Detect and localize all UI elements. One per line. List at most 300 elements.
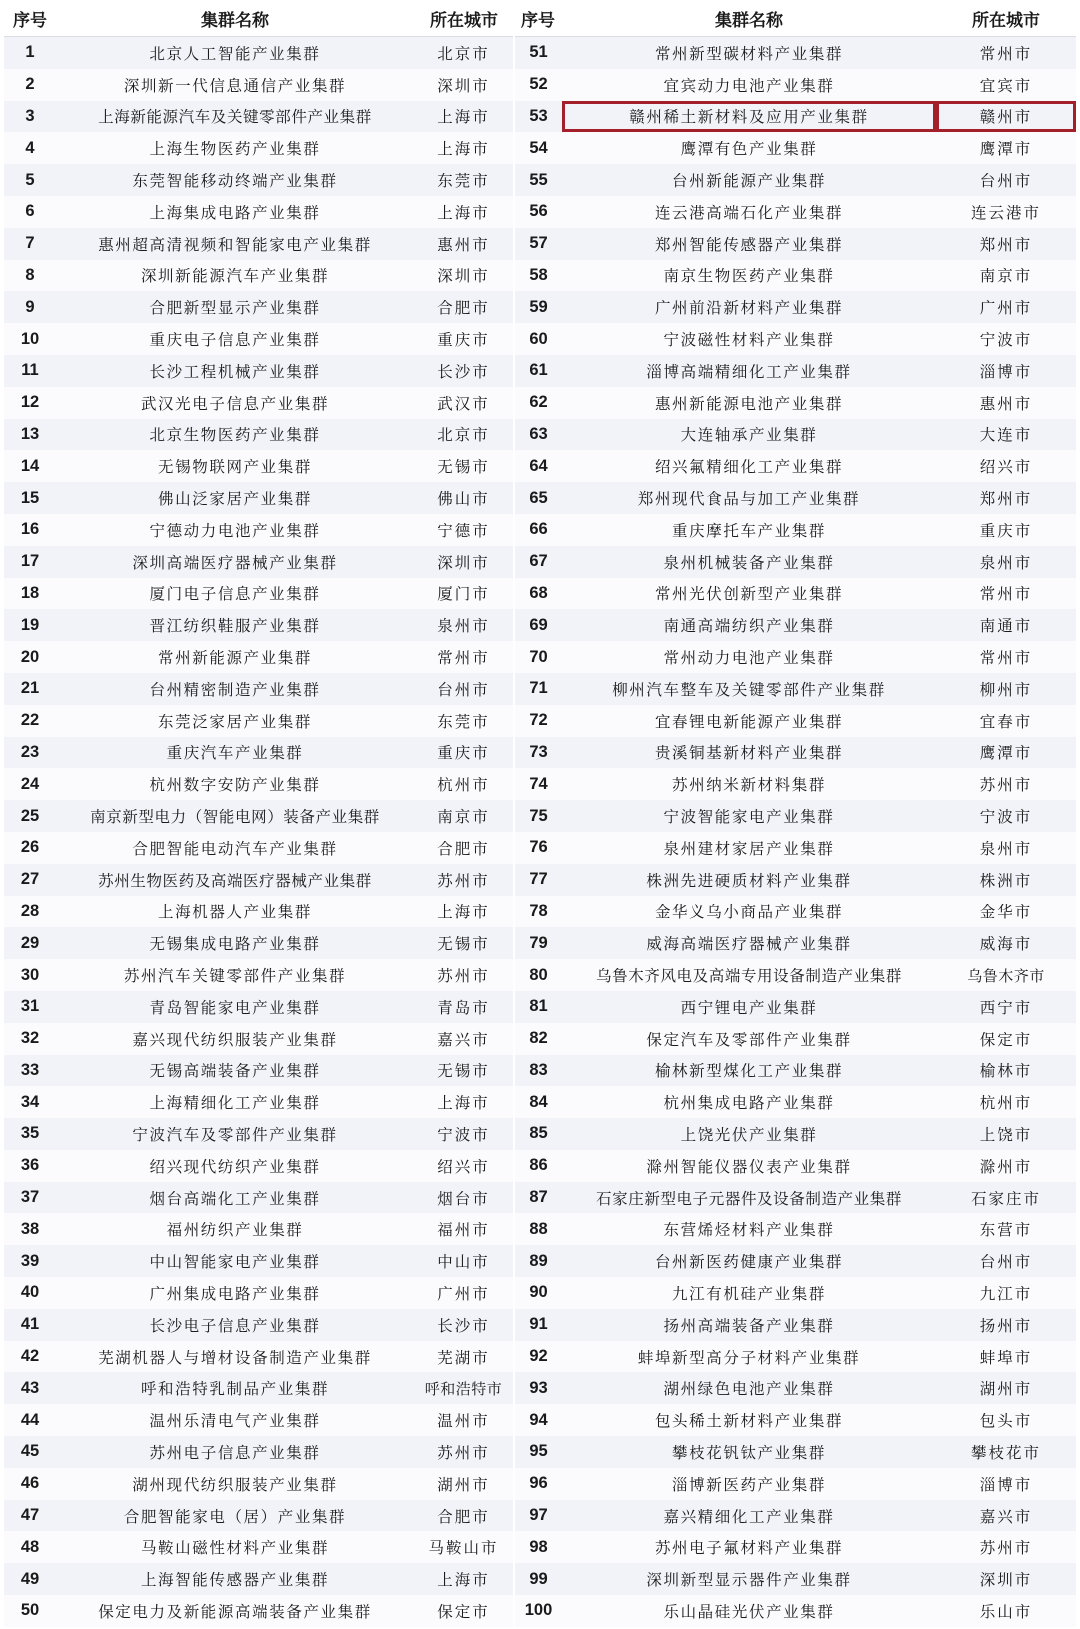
cell-number: 58 xyxy=(514,260,562,292)
cell-number: 64 xyxy=(514,450,562,482)
cell-number: 3 xyxy=(4,101,56,133)
cell-cluster-name: 重庆电子信息产业集群 xyxy=(56,323,414,355)
cell-cluster-name: 上海新能源汽车及关键零部件产业集群 xyxy=(56,101,414,133)
cell-number: 92 xyxy=(514,1341,562,1373)
cell-city: 泉州市 xyxy=(936,832,1076,864)
cell-number: 90 xyxy=(514,1277,562,1309)
cell-number: 77 xyxy=(514,864,562,896)
cell-cluster-name: 北京人工智能产业集群 xyxy=(56,37,414,69)
cell-cluster-name: 佛山泛家居产业集群 xyxy=(56,482,414,514)
cell-number: 86 xyxy=(514,1150,562,1182)
cell-cluster-name: 榆林新型煤化工产业集群 xyxy=(562,1055,936,1087)
cell-cluster-name: 合肥智能电动汽车产业集群 xyxy=(56,832,414,864)
cell-cluster-name: 常州新能源产业集群 xyxy=(56,641,414,673)
cell-cluster-name: 苏州纳米新材料集群 xyxy=(562,768,936,800)
cell-number: 5 xyxy=(4,164,56,196)
table-row xyxy=(4,578,1076,610)
cell-city: 马鞍山市 xyxy=(414,1531,514,1563)
cell-number: 35 xyxy=(4,1118,56,1150)
table-row xyxy=(4,482,1076,514)
cell-city: 大连市 xyxy=(936,419,1076,451)
table-row xyxy=(4,450,1076,482)
cell-cluster-name: 广州前沿新材料产业集群 xyxy=(562,291,936,323)
cell-city: 苏州市 xyxy=(414,959,514,991)
cell-number: 73 xyxy=(514,737,562,769)
cell-number: 83 xyxy=(514,1055,562,1087)
cell-city: 绍兴市 xyxy=(414,1150,514,1182)
cell-city: 淄博市 xyxy=(936,355,1076,387)
cell-cluster-name: 重庆汽车产业集群 xyxy=(56,737,414,769)
cell-cluster-name: 攀枝花钒钛产业集群 xyxy=(562,1436,936,1468)
table-row xyxy=(4,1563,1076,1595)
table-row xyxy=(4,1436,1076,1468)
cell-number: 93 xyxy=(514,1372,562,1404)
cell-city: 南京市 xyxy=(414,800,514,832)
cell-cluster-name: 上海机器人产业集群 xyxy=(56,896,414,928)
cell-city: 金华市 xyxy=(936,896,1076,928)
cell-city: 重庆市 xyxy=(936,514,1076,546)
table-row xyxy=(4,641,1076,673)
cell-city: 上海市 xyxy=(414,101,514,133)
cell-cluster-name: 泉州机械装备产业集群 xyxy=(562,546,936,578)
cell-number: 14 xyxy=(4,450,56,482)
cell-city: 宁波市 xyxy=(936,800,1076,832)
cell-number: 52 xyxy=(514,69,562,101)
cell-cluster-name: 福州纺织产业集群 xyxy=(56,1213,414,1245)
cell-number: 55 xyxy=(514,164,562,196)
cell-cluster-name: 鹰潭有色产业集群 xyxy=(562,132,936,164)
cell-cluster-name: 株洲先进硬质材料产业集群 xyxy=(562,864,936,896)
cell-city: 台州市 xyxy=(936,1245,1076,1277)
table-row xyxy=(4,864,1076,896)
table-row xyxy=(4,228,1076,260)
cell-cluster-name: 青岛智能家电产业集群 xyxy=(56,991,414,1023)
cell-number: 13 xyxy=(4,419,56,451)
cell-city: 滁州市 xyxy=(936,1150,1076,1182)
cell-number: 79 xyxy=(514,927,562,959)
cell-cluster-name: 常州光伏创新型产业集群 xyxy=(562,578,936,610)
cell-number: 30 xyxy=(4,959,56,991)
cell-number: 24 xyxy=(4,768,56,800)
cell-city: 芜湖市 xyxy=(414,1341,514,1373)
cell-number: 43 xyxy=(4,1372,56,1404)
cell-cluster-name: 嘉兴现代纺织服装产业集群 xyxy=(56,1023,414,1055)
header-row xyxy=(4,0,1076,37)
table-row xyxy=(4,673,1076,705)
table-row xyxy=(4,1372,1076,1404)
cell-city: 绍兴市 xyxy=(936,450,1076,482)
cell-cluster-name: 无锡集成电路产业集群 xyxy=(56,927,414,959)
table-row xyxy=(4,896,1076,928)
cell-city: 石家庄市 xyxy=(936,1182,1076,1214)
cell-number: 50 xyxy=(4,1595,56,1627)
cell-cluster-name: 常州动力电池产业集群 xyxy=(562,641,936,673)
cell-city: 烟台市 xyxy=(414,1182,514,1214)
cell-cluster-name: 苏州汽车关键零部件产业集群 xyxy=(56,959,414,991)
cell-city: 鹰潭市 xyxy=(936,737,1076,769)
cell-city: 上海市 xyxy=(414,896,514,928)
cell-number: 70 xyxy=(514,641,562,673)
cell-city: 宁波市 xyxy=(414,1118,514,1150)
table-row xyxy=(4,1531,1076,1563)
cell-number: 23 xyxy=(4,737,56,769)
cell-city: 嘉兴市 xyxy=(414,1023,514,1055)
table-row xyxy=(4,132,1076,164)
table-row xyxy=(4,1118,1076,1150)
cell-city: 北京市 xyxy=(414,37,514,69)
cell-city: 东营市 xyxy=(936,1213,1076,1245)
cell-city: 上海市 xyxy=(414,196,514,228)
cell-number: 74 xyxy=(514,768,562,800)
cell-cluster-name: 郑州现代食品与加工产业集群 xyxy=(562,482,936,514)
table-row xyxy=(4,514,1076,546)
cell-number: 18 xyxy=(4,578,56,610)
cell-number: 71 xyxy=(514,673,562,705)
cell-cluster-name: 绍兴氟精细化工产业集群 xyxy=(562,450,936,482)
cell-number: 53 xyxy=(514,101,562,133)
cell-number: 17 xyxy=(4,546,56,578)
cell-city: 常州市 xyxy=(936,578,1076,610)
cell-cluster-name: 常州新型碳材料产业集群 xyxy=(562,37,936,69)
cell-city: 深圳市 xyxy=(414,546,514,578)
cell-cluster-name: 厦门电子信息产业集群 xyxy=(56,578,414,610)
cell-cluster-name: 保定汽车及零部件产业集群 xyxy=(562,1023,936,1055)
cell-number: 100 xyxy=(514,1595,562,1627)
cell-city: 东莞市 xyxy=(414,164,514,196)
cell-city: 无锡市 xyxy=(414,1055,514,1087)
cell-number: 25 xyxy=(4,800,56,832)
cell-cluster-name: 宁波汽车及零部件产业集群 xyxy=(56,1118,414,1150)
cell-city: 宜春市 xyxy=(936,705,1076,737)
cell-number: 33 xyxy=(4,1055,56,1087)
cell-city: 呼和浩特市 xyxy=(414,1372,514,1404)
cell-cluster-name: 广州集成电路产业集群 xyxy=(56,1277,414,1309)
cell-cluster-name: 长沙工程机械产业集群 xyxy=(56,355,414,387)
cell-number: 76 xyxy=(514,832,562,864)
cell-number: 20 xyxy=(4,641,56,673)
cell-cluster-name: 合肥新型显示产业集群 xyxy=(56,291,414,323)
cluster-table xyxy=(4,0,1076,1627)
cell-city: 惠州市 xyxy=(936,387,1076,419)
cell-number: 56 xyxy=(514,196,562,228)
header-city-right: 所在城市 xyxy=(936,0,1076,37)
cell-number: 68 xyxy=(514,578,562,610)
cell-city: 保定市 xyxy=(936,1023,1076,1055)
cell-number: 88 xyxy=(514,1213,562,1245)
cell-cluster-name: 深圳高端医疗器械产业集群 xyxy=(56,546,414,578)
cell-cluster-name: 乐山晶硅光伏产业集群 xyxy=(562,1595,936,1627)
cell-city: 福州市 xyxy=(414,1213,514,1245)
table-row xyxy=(4,737,1076,769)
cell-number: 60 xyxy=(514,323,562,355)
cell-cluster-name: 湖州现代纺织服装产业集群 xyxy=(56,1468,414,1500)
table-row xyxy=(4,419,1076,451)
cell-city: 北京市 xyxy=(414,419,514,451)
cell-city: 扬州市 xyxy=(936,1309,1076,1341)
cell-city: 淄博市 xyxy=(936,1468,1076,1500)
cell-number: 6 xyxy=(4,196,56,228)
cell-city: 上海市 xyxy=(414,1563,514,1595)
cell-number: 46 xyxy=(4,1468,56,1500)
table-row xyxy=(4,164,1076,196)
cell-city: 宜宾市 xyxy=(936,69,1076,101)
cell-cluster-name: 台州新能源产业集群 xyxy=(562,164,936,196)
cell-number: 82 xyxy=(514,1023,562,1055)
cell-number: 65 xyxy=(514,482,562,514)
cell-cluster-name: 烟台高端化工产业集群 xyxy=(56,1182,414,1214)
header-city-left: 所在城市 xyxy=(414,0,514,37)
cell-cluster-name: 宁波智能家电产业集群 xyxy=(562,800,936,832)
cell-number: 8 xyxy=(4,260,56,292)
table-row xyxy=(4,1150,1076,1182)
cell-city: 南京市 xyxy=(936,260,1076,292)
cell-city: 厦门市 xyxy=(414,578,514,610)
cell-cluster-name: 扬州高端装备产业集群 xyxy=(562,1309,936,1341)
cell-cluster-name: 无锡物联网产业集群 xyxy=(56,450,414,482)
cell-cluster-name: 威海高端医疗器械产业集群 xyxy=(562,927,936,959)
cell-cluster-name: 深圳新一代信息通信产业集群 xyxy=(56,69,414,101)
cell-cluster-name: 芜湖机器人与增材设备制造产业集群 xyxy=(56,1341,414,1373)
cell-city: 柳州市 xyxy=(936,673,1076,705)
cell-city: 温州市 xyxy=(414,1404,514,1436)
cell-number: 45 xyxy=(4,1436,56,1468)
table-row xyxy=(4,991,1076,1023)
cell-city: 无锡市 xyxy=(414,450,514,482)
table-body xyxy=(4,37,1076,1627)
cell-city: 深圳市 xyxy=(414,69,514,101)
cell-city: 无锡市 xyxy=(414,927,514,959)
cell-city: 乐山市 xyxy=(936,1595,1076,1627)
table-row xyxy=(4,1055,1076,1087)
cell-number: 78 xyxy=(514,896,562,928)
cell-city: 宁波市 xyxy=(936,323,1076,355)
cell-city: 台州市 xyxy=(414,673,514,705)
table-row xyxy=(4,260,1076,292)
cell-cluster-name: 嘉兴精细化工产业集群 xyxy=(562,1500,936,1532)
cell-city: 长沙市 xyxy=(414,1309,514,1341)
cell-cluster-name: 北京生物医药产业集群 xyxy=(56,419,414,451)
cell-number: 2 xyxy=(4,69,56,101)
table-row xyxy=(4,1086,1076,1118)
table-row xyxy=(4,1309,1076,1341)
cell-number: 29 xyxy=(4,927,56,959)
header-no-right: 序号 xyxy=(514,0,562,37)
cell-number: 67 xyxy=(514,546,562,578)
cell-city: 苏州市 xyxy=(936,1531,1076,1563)
cell-cluster-name: 呼和浩特乳制品产业集群 xyxy=(56,1372,414,1404)
cell-city: 苏州市 xyxy=(414,864,514,896)
cell-number: 38 xyxy=(4,1213,56,1245)
cell-cluster-name: 东莞智能移动终端产业集群 xyxy=(56,164,414,196)
cell-cluster-name: 滁州智能仪器仪表产业集群 xyxy=(562,1150,936,1182)
cell-city: 南通市 xyxy=(936,609,1076,641)
cell-cluster-name: 郑州智能传感器产业集群 xyxy=(562,228,936,260)
cell-number: 40 xyxy=(4,1277,56,1309)
cell-city: 惠州市 xyxy=(414,228,514,260)
cell-cluster-name: 金华义乌小商品产业集群 xyxy=(562,896,936,928)
table-row xyxy=(4,196,1076,228)
cell-number: 27 xyxy=(4,864,56,896)
cell-city: 郑州市 xyxy=(936,482,1076,514)
cell-city: 苏州市 xyxy=(414,1436,514,1468)
cell-cluster-name: 上海集成电路产业集群 xyxy=(56,196,414,228)
cell-cluster-name: 乌鲁木齐风电及高端专用设备制造产业集群 xyxy=(562,959,936,991)
cell-number: 9 xyxy=(4,291,56,323)
cell-number: 1 xyxy=(4,37,56,69)
table-row xyxy=(4,832,1076,864)
cell-city: 苏州市 xyxy=(936,768,1076,800)
cell-number: 42 xyxy=(4,1341,56,1373)
cell-city: 蚌埠市 xyxy=(936,1341,1076,1373)
cell-number: 12 xyxy=(4,387,56,419)
cell-number: 21 xyxy=(4,673,56,705)
cell-cluster-name: 上海精细化工产业集群 xyxy=(56,1086,414,1118)
cell-number: 36 xyxy=(4,1150,56,1182)
cell-cluster-name: 深圳新能源汽车产业集群 xyxy=(56,260,414,292)
cell-city: 上海市 xyxy=(414,1086,514,1118)
cell-city: 株洲市 xyxy=(936,864,1076,896)
table-row xyxy=(4,1595,1076,1627)
table-row xyxy=(4,927,1076,959)
cell-number: 81 xyxy=(514,991,562,1023)
cell-city: 嘉兴市 xyxy=(936,1500,1076,1532)
table-row xyxy=(4,1500,1076,1532)
cell-number: 47 xyxy=(4,1500,56,1532)
cell-cluster-name: 宁波磁性材料产业集群 xyxy=(562,323,936,355)
cell-cluster-name: 宁德动力电池产业集群 xyxy=(56,514,414,546)
cell-cluster-name: 台州精密制造产业集群 xyxy=(56,673,414,705)
table-row xyxy=(4,1023,1076,1055)
cell-number: 57 xyxy=(514,228,562,260)
table-row xyxy=(4,609,1076,641)
cell-cluster-name: 重庆摩托车产业集群 xyxy=(562,514,936,546)
cell-number: 94 xyxy=(514,1404,562,1436)
cell-city: 保定市 xyxy=(414,1595,514,1627)
cell-city: 常州市 xyxy=(936,37,1076,69)
cell-cluster-name: 深圳新型显示器件产业集群 xyxy=(562,1563,936,1595)
cell-cluster-name: 南通高端纺织产业集群 xyxy=(562,609,936,641)
cell-cluster-name: 赣州稀土新材料及应用产业集群 xyxy=(562,101,936,133)
cell-city: 重庆市 xyxy=(414,737,514,769)
cell-number: 84 xyxy=(514,1086,562,1118)
cell-number: 51 xyxy=(514,37,562,69)
cell-city: 广州市 xyxy=(936,291,1076,323)
cell-number: 15 xyxy=(4,482,56,514)
cell-city: 包头市 xyxy=(936,1404,1076,1436)
table-row xyxy=(4,768,1076,800)
cell-cluster-name: 台州新医药健康产业集群 xyxy=(562,1245,936,1277)
cell-number: 89 xyxy=(514,1245,562,1277)
cell-number: 11 xyxy=(4,355,56,387)
cell-city: 赣州市 xyxy=(936,101,1076,133)
cell-number: 7 xyxy=(4,228,56,260)
cell-city: 泉州市 xyxy=(414,609,514,641)
cell-city: 连云港市 xyxy=(936,196,1076,228)
cell-cluster-name: 淄博新医药产业集群 xyxy=(562,1468,936,1500)
cell-cluster-name: 苏州电子氟材料产业集群 xyxy=(562,1531,936,1563)
cell-number: 22 xyxy=(4,705,56,737)
cell-number: 95 xyxy=(514,1436,562,1468)
cell-cluster-name: 泉州建材家居产业集群 xyxy=(562,832,936,864)
cell-city: 泉州市 xyxy=(936,546,1076,578)
cell-city: 上海市 xyxy=(414,132,514,164)
cell-city: 武汉市 xyxy=(414,387,514,419)
cell-number: 39 xyxy=(4,1245,56,1277)
cell-number: 66 xyxy=(514,514,562,546)
cell-city: 合肥市 xyxy=(414,1500,514,1532)
cell-cluster-name: 马鞍山磁性材料产业集群 xyxy=(56,1531,414,1563)
cell-cluster-name: 湖州绿色电池产业集群 xyxy=(562,1372,936,1404)
cell-city: 常州市 xyxy=(414,641,514,673)
cell-cluster-name: 包头稀土新材料产业集群 xyxy=(562,1404,936,1436)
cell-cluster-name: 大连轴承产业集群 xyxy=(562,419,936,451)
cell-cluster-name: 保定电力及新能源高端装备产业集群 xyxy=(56,1595,414,1627)
cell-city: 佛山市 xyxy=(414,482,514,514)
cell-city: 威海市 xyxy=(936,927,1076,959)
cell-number: 10 xyxy=(4,323,56,355)
cell-number: 44 xyxy=(4,1404,56,1436)
cell-cluster-name: 惠州新能源电池产业集群 xyxy=(562,387,936,419)
cell-city: 长沙市 xyxy=(414,355,514,387)
cell-city: 合肥市 xyxy=(414,832,514,864)
cell-cluster-name: 南京新型电力（智能电网）装备产业集群 xyxy=(56,800,414,832)
cell-city: 重庆市 xyxy=(414,323,514,355)
table-row xyxy=(4,705,1076,737)
cell-cluster-name: 上海生物医药产业集群 xyxy=(56,132,414,164)
cell-cluster-name: 东营烯烃材料产业集群 xyxy=(562,1213,936,1245)
cell-city: 郑州市 xyxy=(936,228,1076,260)
cell-number: 87 xyxy=(514,1182,562,1214)
cell-cluster-name: 西宁锂电产业集群 xyxy=(562,991,936,1023)
cell-city: 中山市 xyxy=(414,1245,514,1277)
table-row xyxy=(4,291,1076,323)
cell-number: 37 xyxy=(4,1182,56,1214)
table-row xyxy=(4,1182,1076,1214)
table-row xyxy=(4,387,1076,419)
header-name-left: 集群名称 xyxy=(56,0,414,37)
cell-cluster-name: 柳州汽车整车及关键零部件产业集群 xyxy=(562,673,936,705)
cell-city: 攀枝花市 xyxy=(936,1436,1076,1468)
cell-cluster-name: 惠州超高清视频和智能家电产业集群 xyxy=(56,228,414,260)
cell-number: 16 xyxy=(4,514,56,546)
cell-city: 合肥市 xyxy=(414,291,514,323)
cell-number: 32 xyxy=(4,1023,56,1055)
table-row xyxy=(4,1341,1076,1373)
cell-city: 东莞市 xyxy=(414,705,514,737)
cell-cluster-name: 苏州电子信息产业集群 xyxy=(56,1436,414,1468)
table-row xyxy=(4,37,1076,69)
cell-number: 97 xyxy=(514,1500,562,1532)
cell-city: 九江市 xyxy=(936,1277,1076,1309)
cell-city: 广州市 xyxy=(414,1277,514,1309)
cell-cluster-name: 蚌埠新型高分子材料产业集群 xyxy=(562,1341,936,1373)
cell-number: 80 xyxy=(514,959,562,991)
cell-number: 96 xyxy=(514,1468,562,1500)
cell-number: 4 xyxy=(4,132,56,164)
table-row xyxy=(4,1404,1076,1436)
cell-cluster-name: 九江有机硅产业集群 xyxy=(562,1277,936,1309)
cell-number: 62 xyxy=(514,387,562,419)
cell-number: 72 xyxy=(514,705,562,737)
cell-cluster-name: 绍兴现代纺织产业集群 xyxy=(56,1150,414,1182)
cell-cluster-name: 杭州集成电路产业集群 xyxy=(562,1086,936,1118)
table-row xyxy=(4,1245,1076,1277)
cell-number: 26 xyxy=(4,832,56,864)
cell-cluster-name: 温州乐清电气产业集群 xyxy=(56,1404,414,1436)
cell-city: 青岛市 xyxy=(414,991,514,1023)
cell-city: 湖州市 xyxy=(414,1468,514,1500)
cell-cluster-name: 无锡高端装备产业集群 xyxy=(56,1055,414,1087)
